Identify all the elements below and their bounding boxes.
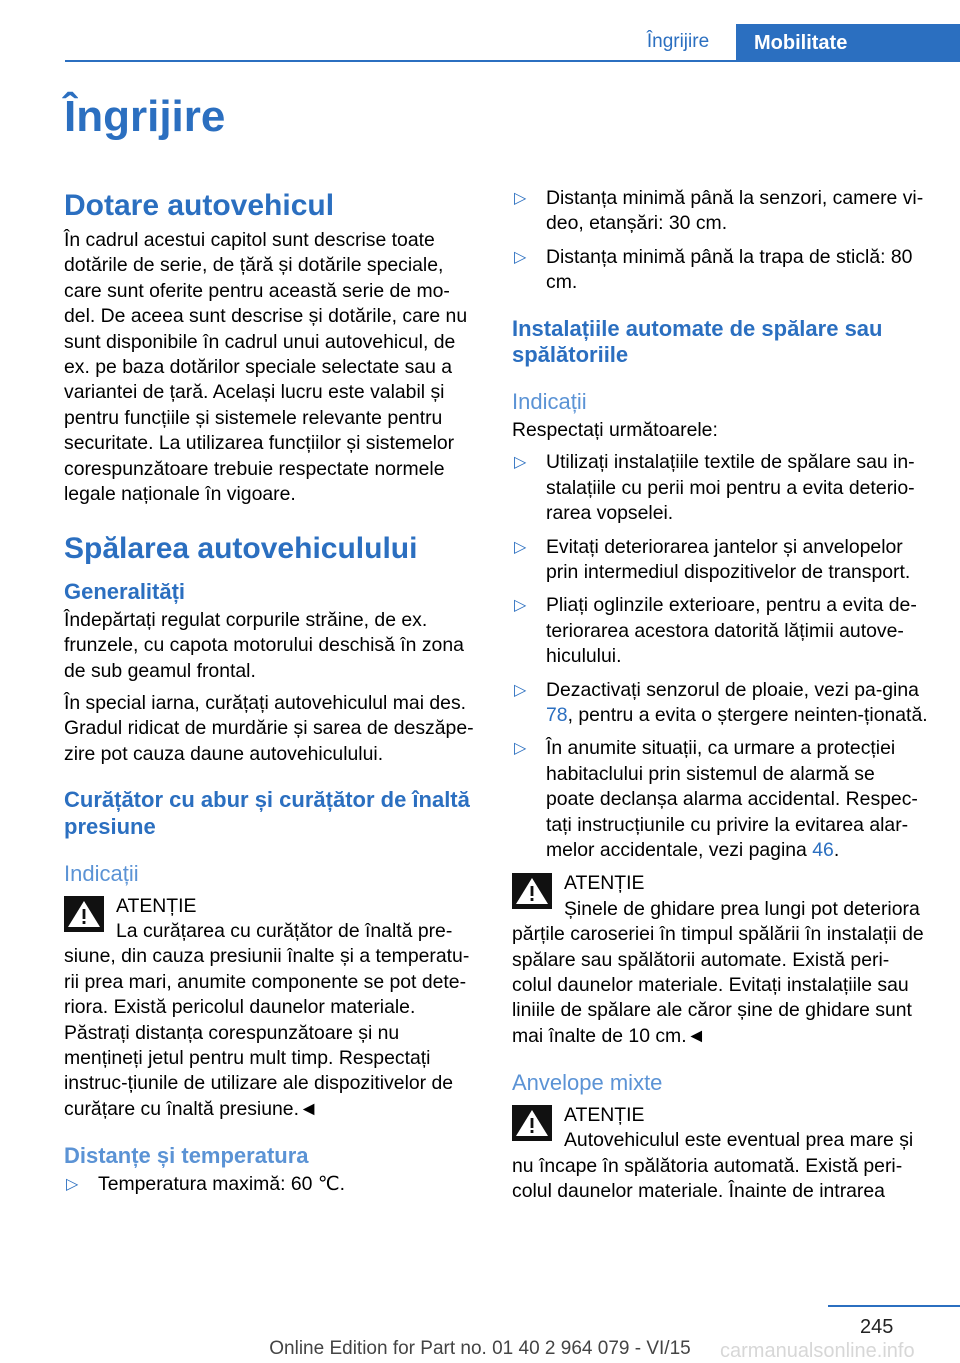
list-item-text: Pliați oglinzile exterioare, pentru a evita de‐teriorarea acestora datorită lățimii autove‐hiculului.	[546, 594, 917, 668]
warning-first-line: La curățarea cu curățător de înaltă pre‐	[116, 919, 453, 942]
paragraph-general-2: În special iarna, curățați autovehiculul mai des. Gradul ridicat de murdărie și sarea de deszăpe‐zire pot cauza daune autovehiculului.	[64, 692, 474, 765]
page-link-46[interactable]: 46	[812, 839, 834, 861]
heading-general: Generalități	[64, 579, 186, 605]
list-item	[512, 186, 928, 237]
heading-distances: Distanțe și temperatura	[64, 1143, 309, 1169]
list-item-text: Dezactivați senzorul de ploaie, vezi pa‐gina	[546, 678, 919, 701]
bullet-triangle-icon: ▷	[514, 597, 527, 615]
warning-text: siune, din cauza presiunii înalte și a temperatu‐rii prea mari, anumite componente se pot dete‐riora. Există pericolul daunelor materiale. Păstrați distanța corespunzătoare și nu mențineți jetul pentru mult timp. Respectați instruc‐țiunile de utilizare ale dispozitivelor de curățare cu înaltă presiune.◄	[64, 945, 470, 1120]
warning-text: nu încape în spălătoria automată. Există peri‐colul daunelor materiale. Înainte de intrarea	[512, 1154, 903, 1202]
heading-notes: Indicații	[512, 389, 587, 415]
list-item-text: Distanța minimă până la trapa de sticlă: 80 cm.	[546, 245, 913, 294]
list-item	[512, 450, 928, 526]
heading-equipment: Dotare autovehicul	[64, 189, 335, 222]
warning-label: ATENȚIE	[116, 894, 197, 917]
list-item-text: , pentru a evita o ștergere neinten‐ționată.	[567, 703, 928, 726]
paragraph-general-1: Îndepărtați regulat corpurile străine, de ex. frunzele, cu capota motorului deschisă în zona de sub geamul frontal.	[64, 608, 464, 682]
bullet-triangle-icon: ▷	[514, 454, 527, 472]
nav-care-tab[interactable]: Îngrijire	[646, 31, 710, 52]
list-item-text: În anumite situații, ca urmare a protecției habitaclului prin sistemul de alarmă se poate declanșa alarma accidental. Respec‐tați instrucțiunile cu privire la evitarea alar‐melor accidentale, vezi pagina	[546, 737, 918, 861]
heading-automatic-wash: Instalațiile automate de spălare sau spălătoriile	[512, 315, 883, 368]
bullet-triangle-icon: ▷	[514, 740, 527, 758]
list-item	[64, 1172, 478, 1197]
paragraph-equipment: În cadrul acestui capitol sunt descrise toate dotările de serie, de țără și dotările speciale, care sunt oferite pentru această serie de mo‐del. De aceea sunt descrise și dotările, care nu sunt disponibile în cadrul unui autovehicul, de ex. pe baza dotărilor speciale selectate sau a variantei de țară. Același lucru este valabil și pentru funcțiile și sistemele relevante pentru securitate. La utilizarea funcțiilor și sistemelor corespunzătoare trebuie respectate normele legale naționale în vigoare.	[64, 229, 468, 506]
heading-mixed-tires: Anvelope mixte	[512, 1070, 663, 1096]
footer-rule	[828, 1305, 960, 1307]
list-item-text: Distanța minimă până la senzori, camere vi‐deo, etanșări: 30 cm.	[546, 187, 924, 235]
nav-mobility-tab[interactable]: Mobilitate	[736, 24, 960, 62]
page-header	[0, 0, 960, 62]
header-rule	[65, 60, 960, 62]
heading-car-wash: Spălarea autovehiculului	[64, 532, 418, 566]
list-item-text: Utilizați instalațiile textile de spălare sau in‐stalațiile cu perii moi pentru a evita deterio‐rarea vopselei.	[546, 451, 915, 525]
warning-first-line: Șinele de ghidare prea lungi pot deteriora	[564, 897, 920, 920]
bullet-triangle-icon: ▷	[514, 681, 527, 699]
warning-triangle-icon	[512, 873, 552, 909]
list-item	[512, 678, 928, 729]
paragraph-observe: Respectați următoarele:	[512, 418, 718, 441]
warning-first-line: Autovehiculul este eventual prea mare și	[564, 1129, 914, 1152]
left-column	[64, 180, 478, 1205]
warning-label: ATENȚIE	[564, 1103, 645, 1126]
warning-label: ATENȚIE	[564, 872, 645, 895]
list-item-text: Evitați deteriorarea jantelor și anvelopelor prin intermediul dispozitivelor de transport.	[546, 535, 911, 583]
right-column	[512, 180, 928, 1211]
list-item	[512, 245, 928, 296]
distance-list-cont	[512, 186, 928, 296]
list-item	[512, 535, 928, 586]
bullet-triangle-icon: ▷	[514, 538, 527, 556]
list-item-text: Temperatura maximă: 60 ℃.	[98, 1172, 346, 1195]
bullet-triangle-icon: ▷	[514, 248, 527, 266]
warning-text: părțile caroseriei în timpul spălării în instalații de spălare sau spălătorii automate. Există peri‐colul daunelor materiale. Evitați instalațiile sau liniile de spălare ale căror șine de ghidare sunt mai înalte de 10 cm.◄	[512, 923, 924, 1047]
list-item	[512, 593, 928, 669]
warning-triangle-icon	[512, 1105, 552, 1141]
heading-steam-cleaner: Curățător cu abur și curățător de înaltă presiune	[64, 787, 470, 839]
distance-list	[64, 1172, 478, 1197]
warning-block	[64, 894, 478, 1123]
page-link-78[interactable]: 78	[546, 703, 568, 726]
page-number: 245	[860, 1316, 894, 1338]
heading-notes: Indicații	[64, 861, 139, 887]
wash-notes-list	[512, 450, 928, 863]
warning-block	[512, 1103, 928, 1205]
watermark: carmanualsonline.info	[720, 1340, 915, 1362]
chapter-title: Îngrijire	[64, 92, 226, 141]
bullet-triangle-icon: ▷	[66, 1175, 79, 1193]
warning-triangle-icon	[64, 896, 104, 932]
bullet-triangle-icon: ▷	[514, 190, 527, 207]
list-item-text: .	[833, 839, 840, 861]
edition-note: Online Edition for Part no. 01 40 2 964 079 - VI/15	[269, 1338, 691, 1359]
list-item	[512, 736, 928, 863]
warning-block	[512, 871, 928, 1049]
